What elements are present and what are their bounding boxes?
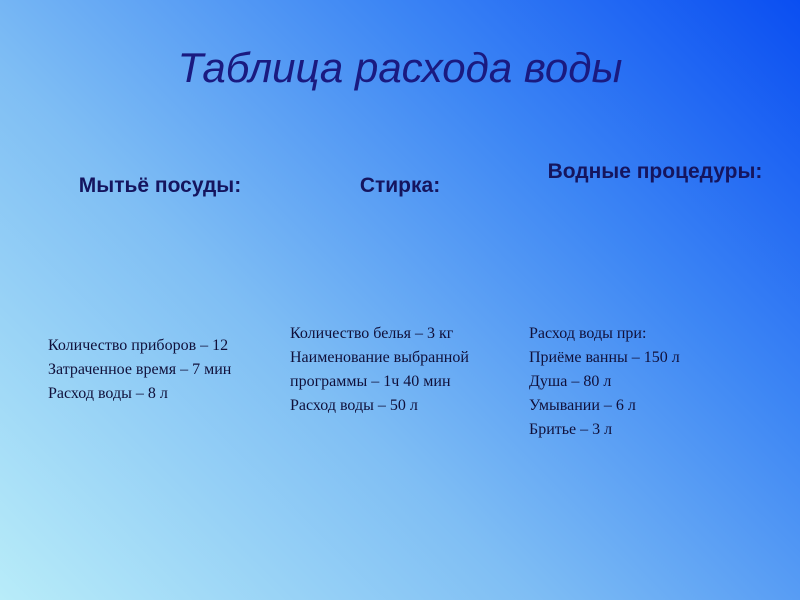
column-header-laundry: Стирка: [359, 174, 441, 197]
list-item: Затраченное время – 7 мин [48, 361, 232, 378]
list-item: Наименование выбранной программы – 1ч 40 мин [290, 349, 469, 390]
column-body-dishwashing [48, 334, 280, 406]
column-header-dishwashing: Мытьё посуды: [78, 174, 242, 197]
slide-title: Таблица расхода воды [177, 44, 623, 91]
column-body-laundry [290, 322, 502, 418]
list-item: Расход воды – 8 л [48, 385, 168, 402]
list-item: Расход воды при: [529, 325, 647, 342]
list-item: Бритье – 3 л [529, 421, 613, 438]
list-item: Расход воды – 50 л [290, 397, 418, 414]
list-item: Количество белья – 3 кг [290, 325, 454, 342]
column-body-water-procedures [529, 322, 769, 442]
list-item: Умывании – 6 л [529, 397, 636, 414]
column-header-water-procedures: Водные процедуры: [547, 160, 763, 183]
list-item: Душа – 80 л [529, 373, 612, 390]
list-item: Приёме ванны – 150 л [529, 349, 680, 366]
list-item: Количество приборов – 12 [48, 337, 229, 354]
